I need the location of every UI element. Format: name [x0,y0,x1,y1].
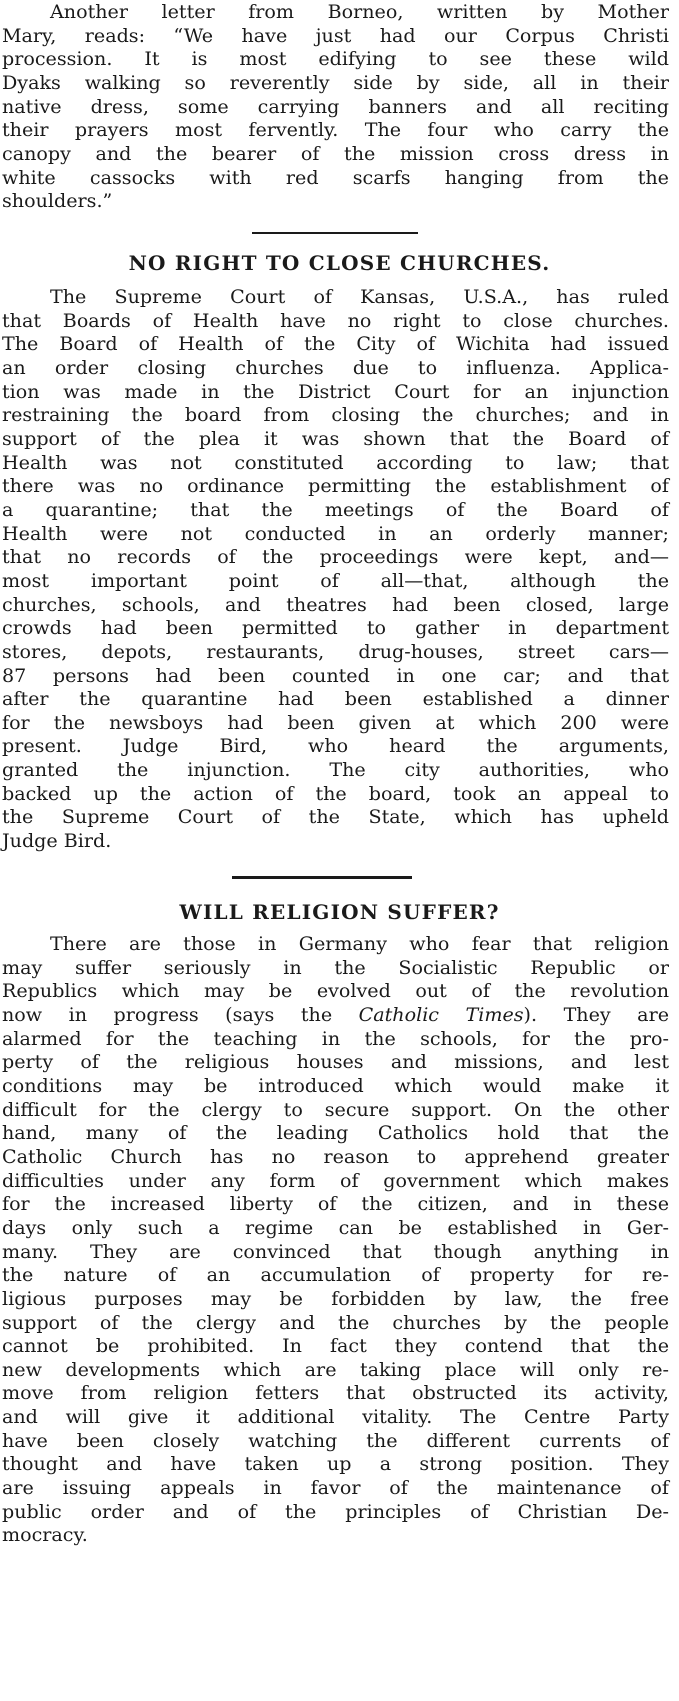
text-line: 87 persons had been counted in one car; and that [2,663,669,687]
text-line: days only such a regime can be established in Ger- [2,1215,669,1239]
text-fragment: now in progress (says the [2,1002,359,1026]
section-divider [232,876,412,879]
text-line: difficult for the clergy to secure support. On the other [2,1097,669,1121]
text-line: hand, many of the leading Catholics hold that the [2,1121,669,1145]
text-line: there was no ordinance permitting the establishment of [2,474,669,498]
text-line: for the newsboys had been given at which 200 were [2,710,669,734]
text-line: Health were not conducted in an orderly manner; [2,521,669,545]
text-line: Catholic Church has no reason to apprehend greater [2,1144,669,1168]
article-heading: NO RIGHT TO CLOSE CHURCHES. [128,251,551,275]
article-heading: WILL RELIGION SUFFER? [179,900,500,924]
publication-title: Catholic Times [358,1002,524,1026]
text-line: cannot be prohibited. In fact they contend that the [2,1334,669,1358]
text-line: conditions may be introduced which would make it [2,1073,669,1097]
text-line: Dyaks walking so reverently side by side, all in their [2,70,669,94]
article-religion-germany [2,932,669,1547]
text-line: thought and have taken up a strong position. They [2,1452,669,1476]
article-borneo-letter [2,0,669,213]
text-line: Another letter from Borneo, written by Mother [50,0,669,23]
text-line: support of the plea it was shown that the Board of [2,426,669,450]
text-line [2,1003,669,1027]
text-line: after the quarantine had been established a dinner [2,687,669,711]
text-line: perty of the religious houses and missions, and lest [2,1050,669,1074]
article-kansas-court [2,285,669,853]
text-line: Republics which may be evolved out of the revolution [2,979,669,1003]
text-line: native dress, some carrying banners and all reciting [2,94,669,118]
text-line: many. They are convinced that though anything in [2,1239,669,1263]
text-line: for the increased liberty of the citizen, and in these [2,1192,669,1216]
section-divider [252,232,418,234]
text-line: backed up the action of the board, took an appeal to [2,781,669,805]
text-line: The Board of Health of the City of Wichita had issued [2,332,669,356]
text-line: have been closely watching the different currents of [2,1428,669,1452]
text-line: most important point of all—that, although the [2,568,669,592]
text-line: the nature of an accumulation of property for re- [2,1263,669,1287]
text-line: Judge Bird. [2,829,112,853]
text-line: mocracy. [2,1523,88,1547]
text-line: stores, depots, restaurants, drug-houses, street cars— [2,639,669,663]
text-line: alarmed for the teaching in the schools, for the pro- [2,1026,669,1050]
text-line: crowds had been permitted to gather in department [2,616,669,640]
text-line: ligious purposes may be forbidden by law, the free [2,1286,669,1310]
text-line: present. Judge Bird, who heard the arguments, [2,734,669,758]
text-line: new developments which are taking place will only re- [2,1357,669,1381]
text-line: granted the injunction. The city authorities, who [2,758,669,782]
text-line: Mary, reads: “We have just had our Corpus Christi [2,23,669,47]
text-line: their prayers most fervently. The four who carry the [2,118,669,142]
text-line: The Supreme Court of Kansas, U.S.A., has ruled [50,285,669,308]
text-fragment: ). They are [523,1002,669,1026]
text-line: support of the clergy and the churches by the people [2,1310,669,1334]
text-line: move from religion fetters that obstructed its activity, [2,1381,669,1405]
text-line: may suffer seriously in the Socialistic Republic or [2,955,669,979]
text-line: and will give it additional vitality. The Centre Party [2,1405,669,1429]
text-line: There are those in Germany who fear that religion [50,932,669,955]
text-line: public order and of the principles of Christian De- [2,1499,669,1523]
text-line: that Boards of Health have no right to close churches. [2,308,669,332]
text-line: a quarantine; that the meetings of the Board of [2,497,669,521]
text-line: that no records of the proceedings were kept, and— [2,545,669,569]
text-line: the Supreme Court of the State, which has upheld [2,805,669,829]
text-line: an order closing churches due to influenza. Applica- [2,355,669,379]
text-line: difficulties under any form of government which makes [2,1168,669,1192]
text-line: white cassocks with red scarfs hanging from the [2,165,669,189]
text-line: tion was made in the District Court for an injunction [2,379,669,403]
text-line: restraining the board from closing the churches; and in [2,403,669,427]
text-line: Health was not constituted according to law; that [2,450,669,474]
text-line: shoulders.” [2,189,113,213]
text-line: churches, schools, and theatres had been closed, large [2,592,669,616]
text-line: procession. It is most edifying to see these wild [2,47,669,71]
text-line: are issuing appeals in favor of the maintenance of [2,1476,669,1500]
text-line: canopy and the bearer of the mission cross dress in [2,141,669,165]
